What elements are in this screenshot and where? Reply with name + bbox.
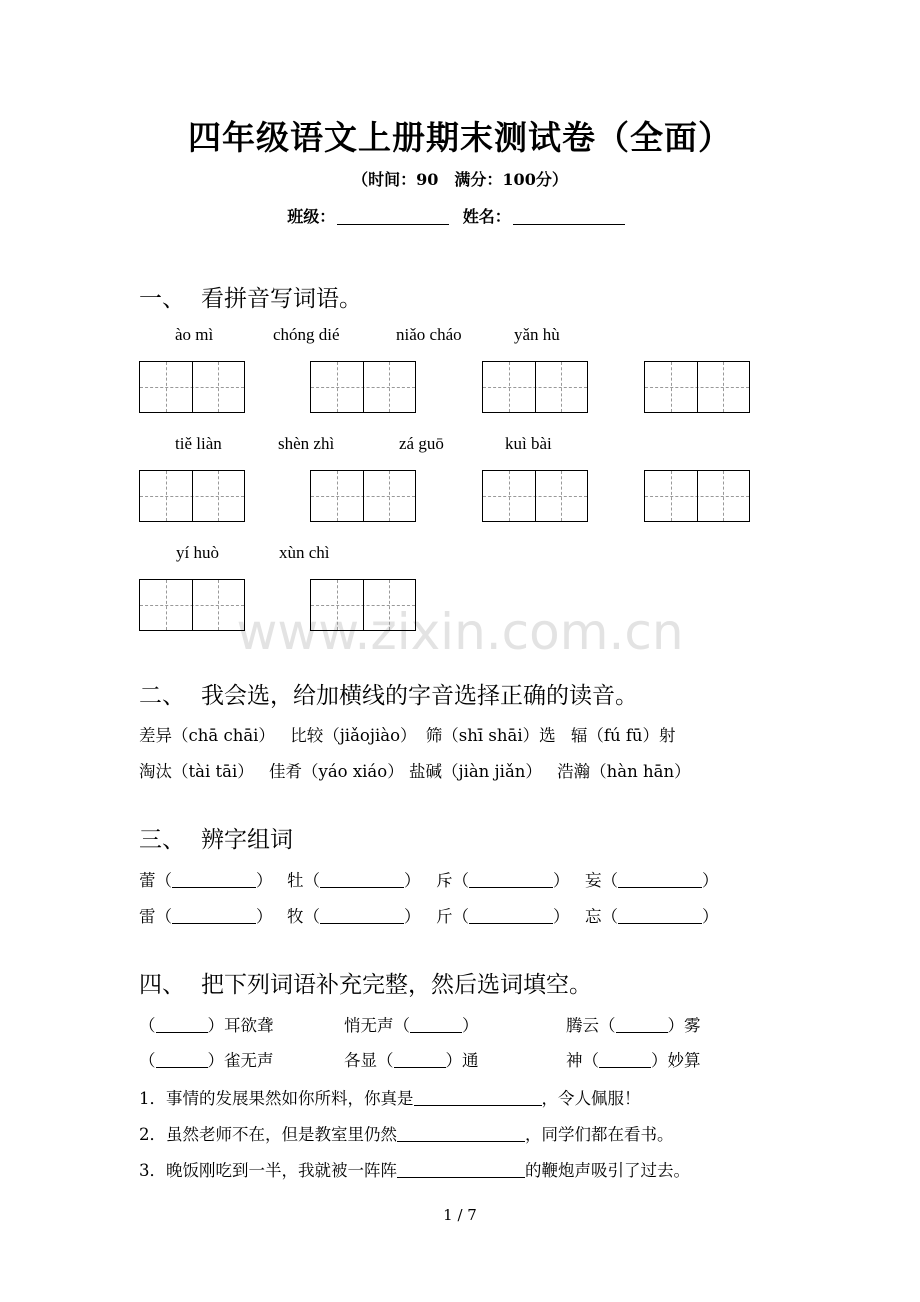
- writing-grid[interactable]: [139, 470, 245, 522]
- section-title: 辨字组词: [201, 827, 293, 853]
- idiom-item: 腾云（ ）雾: [566, 1016, 701, 1035]
- section-number: 三、: [139, 827, 185, 853]
- pinyin-label: xùn chì: [279, 543, 330, 562]
- reading-choice-row: [139, 758, 691, 782]
- section-1-heading: [139, 280, 362, 313]
- choice-item[interactable]: 差异（chā chāi）: [139, 726, 275, 745]
- idiom-item: 各显（ ）通: [344, 1051, 479, 1070]
- page-title: 四年级语文上册期末测试卷（全面）: [188, 118, 732, 157]
- choice-item[interactable]: 佳肴（yáo xiáo）: [269, 762, 404, 781]
- word-item: 牧（ ）: [287, 907, 421, 926]
- section-number: 四、: [139, 972, 185, 998]
- section-number: 二、: [139, 683, 185, 709]
- writing-grid[interactable]: [139, 361, 245, 413]
- pinyin-label: tiě liàn: [175, 434, 222, 453]
- class-blank[interactable]: [337, 208, 449, 225]
- pinyin-label: yǎn hù: [514, 325, 560, 344]
- section-2-heading: [139, 677, 638, 710]
- answer-blank[interactable]: [394, 1052, 446, 1068]
- pinyin-label: kuì bài: [505, 434, 552, 453]
- answer-blank[interactable]: [172, 872, 256, 888]
- answer-blank[interactable]: [410, 1017, 462, 1033]
- writing-grid[interactable]: [139, 579, 245, 631]
- idiom-item: 神（ ）妙算: [566, 1051, 701, 1070]
- page-number: 1 / 7: [443, 1206, 477, 1224]
- choice-item[interactable]: 辐（fú fū）射: [570, 726, 676, 745]
- section-title: 看拼音写词语。: [201, 286, 362, 312]
- name-label: 姓名：: [462, 207, 511, 226]
- answer-blank[interactable]: [320, 908, 404, 924]
- section-title: 我会选，给加横线的字音选择正确的读音。: [201, 683, 638, 709]
- word-item: 斥（ ）: [436, 871, 570, 890]
- reading-choice-row: [139, 722, 676, 746]
- class-label: 班级：: [287, 207, 336, 226]
- fill-sentence: 3．晚饭刚吃到一半，我就被一阵阵 的鞭炮声吸引了过去。: [139, 1161, 690, 1180]
- pinyin-label: zá guō: [399, 434, 444, 453]
- answer-blank[interactable]: [414, 1090, 542, 1106]
- writing-grid[interactable]: [310, 579, 416, 631]
- answer-blank[interactable]: [618, 908, 702, 924]
- pinyin-label: chóng dié: [273, 325, 340, 344]
- answer-blank[interactable]: [599, 1052, 651, 1068]
- answer-blank[interactable]: [397, 1162, 525, 1178]
- answer-blank[interactable]: [469, 872, 553, 888]
- writing-grid[interactable]: [644, 361, 750, 413]
- section-4-heading: [139, 966, 592, 999]
- section-title: 把下列词语补充完整，然后选词填空。: [201, 972, 592, 998]
- answer-blank[interactable]: [156, 1052, 208, 1068]
- class-name-line: [0, 204, 920, 227]
- pinyin-label: ào mì: [175, 325, 214, 344]
- pinyin-label: niǎo cháo: [396, 325, 462, 344]
- writing-grid[interactable]: [644, 470, 750, 522]
- section-number: 一、: [139, 286, 185, 312]
- idiom-item: （ ）雀无声: [139, 1051, 274, 1070]
- choice-item[interactable]: 筛（shī shāi）选: [425, 726, 556, 745]
- answer-blank[interactable]: [156, 1017, 208, 1033]
- choice-item[interactable]: 比较（jiǎojiào）: [290, 726, 417, 745]
- fill-sentence: 1．事情的发展果然如你所料，你真是 ，令人佩服！: [139, 1089, 641, 1108]
- writing-grid[interactable]: [482, 361, 588, 413]
- pinyin-label: shèn zhì: [278, 434, 335, 453]
- answer-blank[interactable]: [618, 872, 702, 888]
- choice-item[interactable]: 浩瀚（hàn hān）: [557, 762, 691, 781]
- fill-sentence: 2．虽然老师不在，但是教室里仍然 ，同学们都在看书。: [139, 1125, 674, 1144]
- pinyin-label: yí huò: [176, 543, 219, 562]
- choice-item[interactable]: 淘汰（tài tāi）: [139, 762, 254, 781]
- idiom-item: （ ）耳欲聋: [139, 1016, 274, 1035]
- answer-blank[interactable]: [320, 872, 404, 888]
- word-item: 妄（ ）: [585, 871, 719, 890]
- word-item: 牡（ ）: [287, 871, 421, 890]
- answer-blank[interactable]: [397, 1126, 525, 1142]
- writing-grid[interactable]: [310, 361, 416, 413]
- answer-blank[interactable]: [616, 1017, 668, 1033]
- word-item: 雷（ ）: [139, 907, 273, 926]
- writing-grid[interactable]: [310, 470, 416, 522]
- idiom-item: 悄无声（ ）: [344, 1016, 479, 1035]
- section-3-heading: [139, 821, 293, 854]
- answer-blank[interactable]: [172, 908, 256, 924]
- word-item: 斤（ ）: [436, 907, 570, 926]
- word-item: 蕾（ ）: [139, 871, 273, 890]
- answer-blank[interactable]: [469, 908, 553, 924]
- watermark: www.zixin.com.cn: [236, 603, 684, 661]
- choice-item[interactable]: 盐碱（jiàn jiǎn）: [408, 762, 542, 781]
- exam-meta: （时间：90 满分：100分）: [352, 170, 568, 189]
- writing-grid[interactable]: [482, 470, 588, 522]
- word-item: 忘（ ）: [585, 907, 719, 926]
- name-blank[interactable]: [513, 208, 625, 225]
